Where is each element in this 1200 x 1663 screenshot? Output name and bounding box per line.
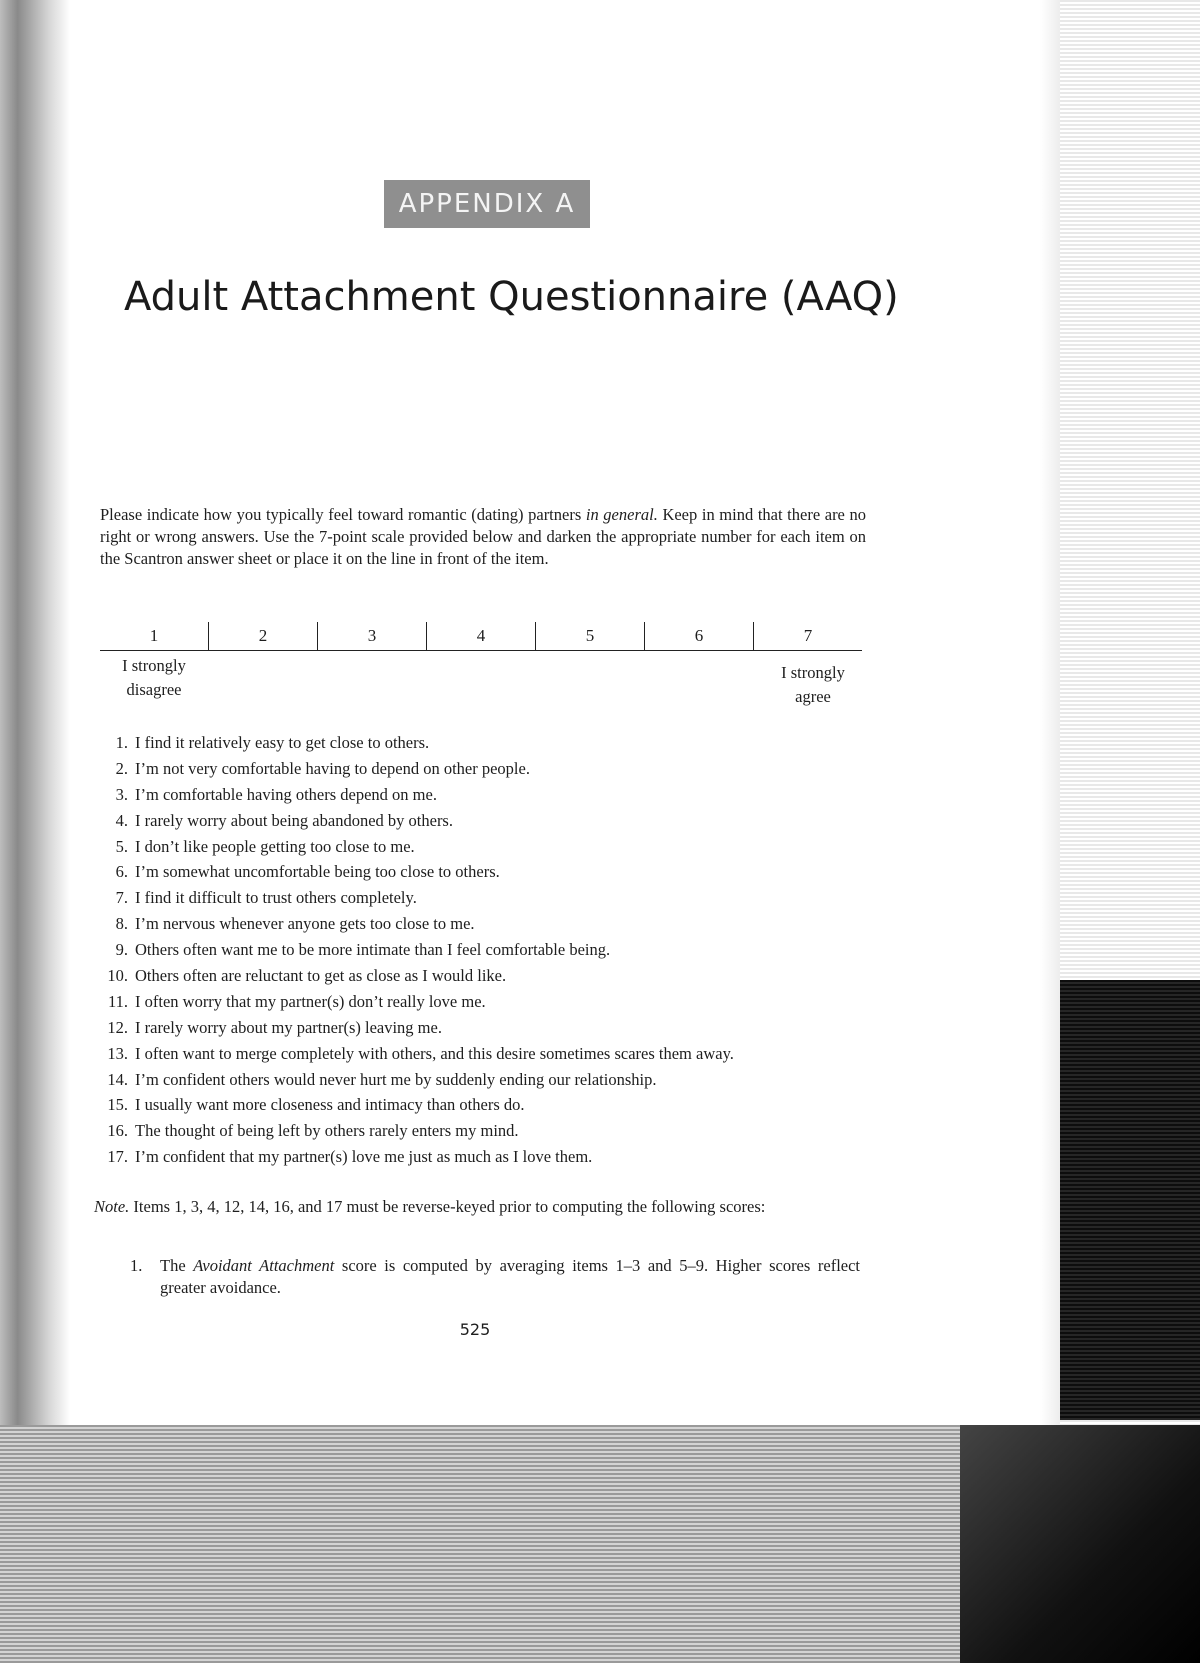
- instructions-paragraph: [100, 504, 866, 570]
- item-number: 6.: [115, 862, 128, 882]
- question-item: [100, 963, 900, 989]
- question-item: [100, 911, 900, 937]
- instructions-emphasis: in general.: [585, 505, 658, 524]
- item-text: Others often want me to be more intimate than I feel comfortable being.: [135, 940, 611, 960]
- item-number: 16.: [107, 1121, 128, 1141]
- item-text: I often worry that my partner(s) don’t really love me.: [135, 991, 486, 1011]
- scale-point-3: 3: [317, 622, 426, 650]
- scale-point-5: 5: [535, 622, 644, 650]
- anchor-disagree-line1: I strongly: [122, 656, 186, 675]
- score-name: Avoidant Attachment: [193, 1256, 335, 1275]
- question-item: [100, 1092, 900, 1118]
- item-text: I often want to merge completely with others, and this desire sometimes scares them away.: [135, 1043, 734, 1063]
- rating-scale: [100, 622, 862, 651]
- item-number: 14.: [107, 1069, 128, 1089]
- question-item: [100, 730, 900, 756]
- question-item: [100, 937, 900, 963]
- scoring-note: [94, 1196, 862, 1218]
- question-item: [100, 756, 900, 782]
- question-item: [100, 1144, 900, 1170]
- note-text: Items 1, 3, 4, 12, 14, 16, and 17 must be reverse-keyed prior to computing the following scores:: [129, 1197, 766, 1216]
- score-text-b: score is computed by averaging items 1–3 and 5–9. Higher scores reflect greater avoidance.: [160, 1256, 861, 1297]
- item-number: 17.: [107, 1147, 128, 1167]
- question-item: [100, 834, 900, 860]
- item-text: I find it difficult to trust others completely.: [135, 888, 417, 908]
- scale-point-4: 4: [426, 622, 535, 650]
- item-number: 4.: [115, 810, 128, 830]
- note-label: Note.: [94, 1197, 130, 1216]
- question-item: [100, 1041, 900, 1067]
- item-text: The thought of being left by others rarely enters my mind.: [135, 1121, 519, 1141]
- question-item: [100, 859, 900, 885]
- item-text: I don’t like people getting too close to me.: [135, 836, 415, 856]
- scale-point-2: 2: [208, 622, 317, 650]
- scan-corner-dark: [960, 1425, 1200, 1663]
- item-number: 8.: [115, 914, 128, 934]
- item-text: I’m not very comfortable having to depend on other people.: [135, 758, 530, 778]
- appendix-badge: APPENDIX A: [384, 180, 590, 228]
- page-number: 525: [459, 1320, 491, 1339]
- question-item: [100, 989, 900, 1015]
- question-item: [100, 782, 900, 808]
- item-number: 2.: [115, 758, 128, 778]
- item-number: 13.: [107, 1043, 128, 1063]
- item-number: 10.: [107, 966, 128, 986]
- item-number: 9.: [115, 940, 128, 960]
- item-text: I rarely worry about being abandoned by others.: [135, 810, 453, 830]
- scan-edge-dark: [1060, 980, 1200, 1420]
- item-text: I rarely worry about my partner(s) leaving me.: [135, 1017, 442, 1037]
- binding-shadow: [0, 0, 70, 1663]
- anchor-agree-line1: I strongly: [781, 663, 845, 682]
- item-number: 12.: [107, 1017, 128, 1037]
- question-item: [100, 1015, 900, 1041]
- question-item: [100, 808, 900, 834]
- scale-point-6: 6: [644, 622, 753, 650]
- item-text: I find it relatively easy to get close to others.: [135, 733, 430, 752]
- scale-point-1: 1: [149, 626, 159, 645]
- instructions-text-a: Please indicate how you typically feel toward romantic (dating) partners: [100, 505, 586, 524]
- anchor-agree-line2: agree: [795, 687, 831, 706]
- question-item: [100, 1067, 900, 1093]
- item-text: I’m confident others would never hurt me by suddenly ending our relationship.: [135, 1069, 657, 1089]
- item-text: I usually want more closeness and intimacy than others do.: [135, 1095, 525, 1115]
- scale-point-7: 7: [753, 622, 862, 650]
- score-definition: [130, 1255, 860, 1299]
- item-number: 5.: [115, 836, 128, 856]
- item-number: 11.: [107, 991, 128, 1011]
- question-item: [100, 885, 900, 911]
- item-number: 7.: [115, 888, 128, 908]
- scale-anchor-agree: [770, 661, 856, 709]
- item-text: I’m comfortable having others depend on me.: [135, 784, 437, 804]
- page-title: Adult Attachment Questionnaire (AAQ): [124, 274, 899, 320]
- questionnaire-items: [100, 730, 900, 1170]
- item-number: 15.: [107, 1095, 128, 1115]
- question-item: [100, 1118, 900, 1144]
- item-number: 1.: [115, 733, 128, 752]
- score-text: [160, 1255, 860, 1299]
- item-text: Others often are reluctant to get as close as I would like.: [135, 966, 507, 986]
- scale-anchor-disagree: [112, 654, 196, 702]
- item-number: 3.: [115, 784, 128, 804]
- anchor-disagree-line2: disagree: [126, 680, 182, 699]
- item-text: I’m somewhat uncomfortable being too close to others.: [135, 862, 500, 882]
- score-number: 1.: [130, 1256, 143, 1275]
- instructions-text-b: Keep in mind that there are no right or wrong answers. Use the 7-point scale provided below and darken the appropriate number for each item on the Scantron answer sheet or place it on the line in front of the item.: [100, 505, 866, 568]
- item-text: I’m nervous whenever anyone gets too close to me.: [135, 914, 475, 934]
- item-text: I’m confident that my partner(s) love me just as much as I love them.: [135, 1147, 593, 1167]
- score-text-a: The: [160, 1256, 194, 1275]
